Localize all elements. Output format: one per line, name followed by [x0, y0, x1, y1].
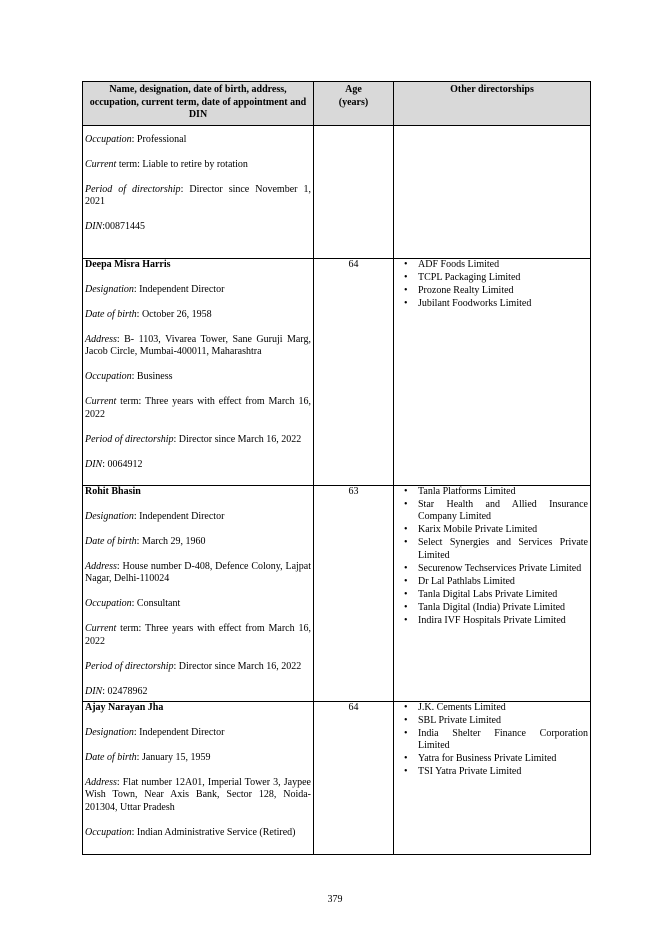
table-row — [83, 125, 591, 258]
age-cell: 64 — [314, 258, 394, 485]
page-number: 379 — [327, 894, 343, 905]
list-item: • Securenow Techservices Private Limited — [404, 563, 588, 576]
table-row — [83, 701, 591, 854]
header-other-directorships: Other directorships — [394, 82, 591, 126]
directorship-list — [396, 486, 588, 628]
header-name-details: Name, designation, date of birth, address, occupation, current term, date of appointment and DIN — [83, 82, 314, 126]
list-item: • Star Health and Allied Insurance Company Limited — [404, 499, 588, 524]
age-cell — [314, 125, 394, 258]
list-item: • Tanla Digital (India) Private Limited — [404, 602, 588, 615]
list-item: • SBL Private Limited — [404, 715, 588, 728]
table-row — [83, 258, 591, 485]
age-cell: 63 — [314, 485, 394, 701]
directorships-cell — [394, 485, 591, 701]
directorship-list — [396, 702, 588, 779]
table-row — [83, 485, 591, 701]
directorships-cell — [394, 701, 591, 854]
list-item: • J.K. Cements Limited — [404, 702, 588, 715]
age-cell: 64 — [314, 701, 394, 854]
table-header-row — [83, 82, 591, 126]
list-item: • Jubilant Foodworks Limited — [404, 298, 588, 311]
list-item: • Tanla Platforms Limited — [404, 486, 588, 499]
director-details-cell: Occupation: Professional Current term: Liable to retire by rotation Period of directorship: Director since November 1, 2021 DIN:00871445 — [83, 125, 314, 258]
director-name: Deepa Misra Harris — [85, 258, 171, 270]
director-details-cell: Rohit Bhasin Designation: Independent Director Date of birth: March 29, 1960 Address: House number D-408, Defence Colony, Lajpat Nagar, Delhi-110024 Occupation: Consultant Current term: Three years with effect from March 16, 2022 Period of directorship: Director since March 16, 2022 DIN: 02478962 — [83, 485, 314, 701]
directorship-list — [396, 259, 588, 311]
director-name: Rohit Bhasin — [85, 485, 141, 497]
list-item: • Prozone Realty Limited — [404, 285, 588, 298]
directors-table — [82, 81, 591, 855]
list-item: • Dr Lal Pathlabs Limited — [404, 576, 588, 589]
directorships-cell — [394, 125, 591, 258]
list-item: • Select Synergies and Services Private Limited — [404, 537, 588, 562]
list-item: • Yatra for Business Private Limited — [404, 753, 588, 766]
director-details-cell: Ajay Narayan Jha Designation: Independent Director Date of birth: January 15, 1959 Address: Flat number 12A01, Imperial Tower 3, Jaypee Wish Town, Near Axis Bank, Sector 128, Noida-201304, Uttar Pradesh Occupation: Indian Administrative Service (Retired) — [83, 701, 314, 854]
header-age: Age (years) — [314, 82, 394, 126]
directorships-cell — [394, 258, 591, 485]
list-item: • TSI Yatra Private Limited — [404, 766, 588, 779]
director-name: Ajay Narayan Jha — [85, 701, 164, 713]
list-item: • ADF Foods Limited — [404, 259, 588, 272]
list-item: • TCPL Packaging Limited — [404, 272, 588, 285]
list-item: • India Shelter Finance Corporation Limited — [404, 728, 588, 753]
list-item: • Indira IVF Hospitals Private Limited — [404, 615, 588, 628]
list-item: • Karix Mobile Private Limited — [404, 524, 588, 537]
list-item: • Tanla Digital Labs Private Limited — [404, 589, 588, 602]
director-details-cell: Deepa Misra Harris Designation: Independent Director Date of birth: October 26, 1958 Address: B- 1103, Vivarea Tower, Sane Guruji Marg, Jacob Circle, Mumbai-400011, Maharashtra Occupation: Business Current term: Three years with effect from March 16, 2022 Period of directorship: Director since March 16, 2022 DIN: 0064912 — [83, 258, 314, 485]
